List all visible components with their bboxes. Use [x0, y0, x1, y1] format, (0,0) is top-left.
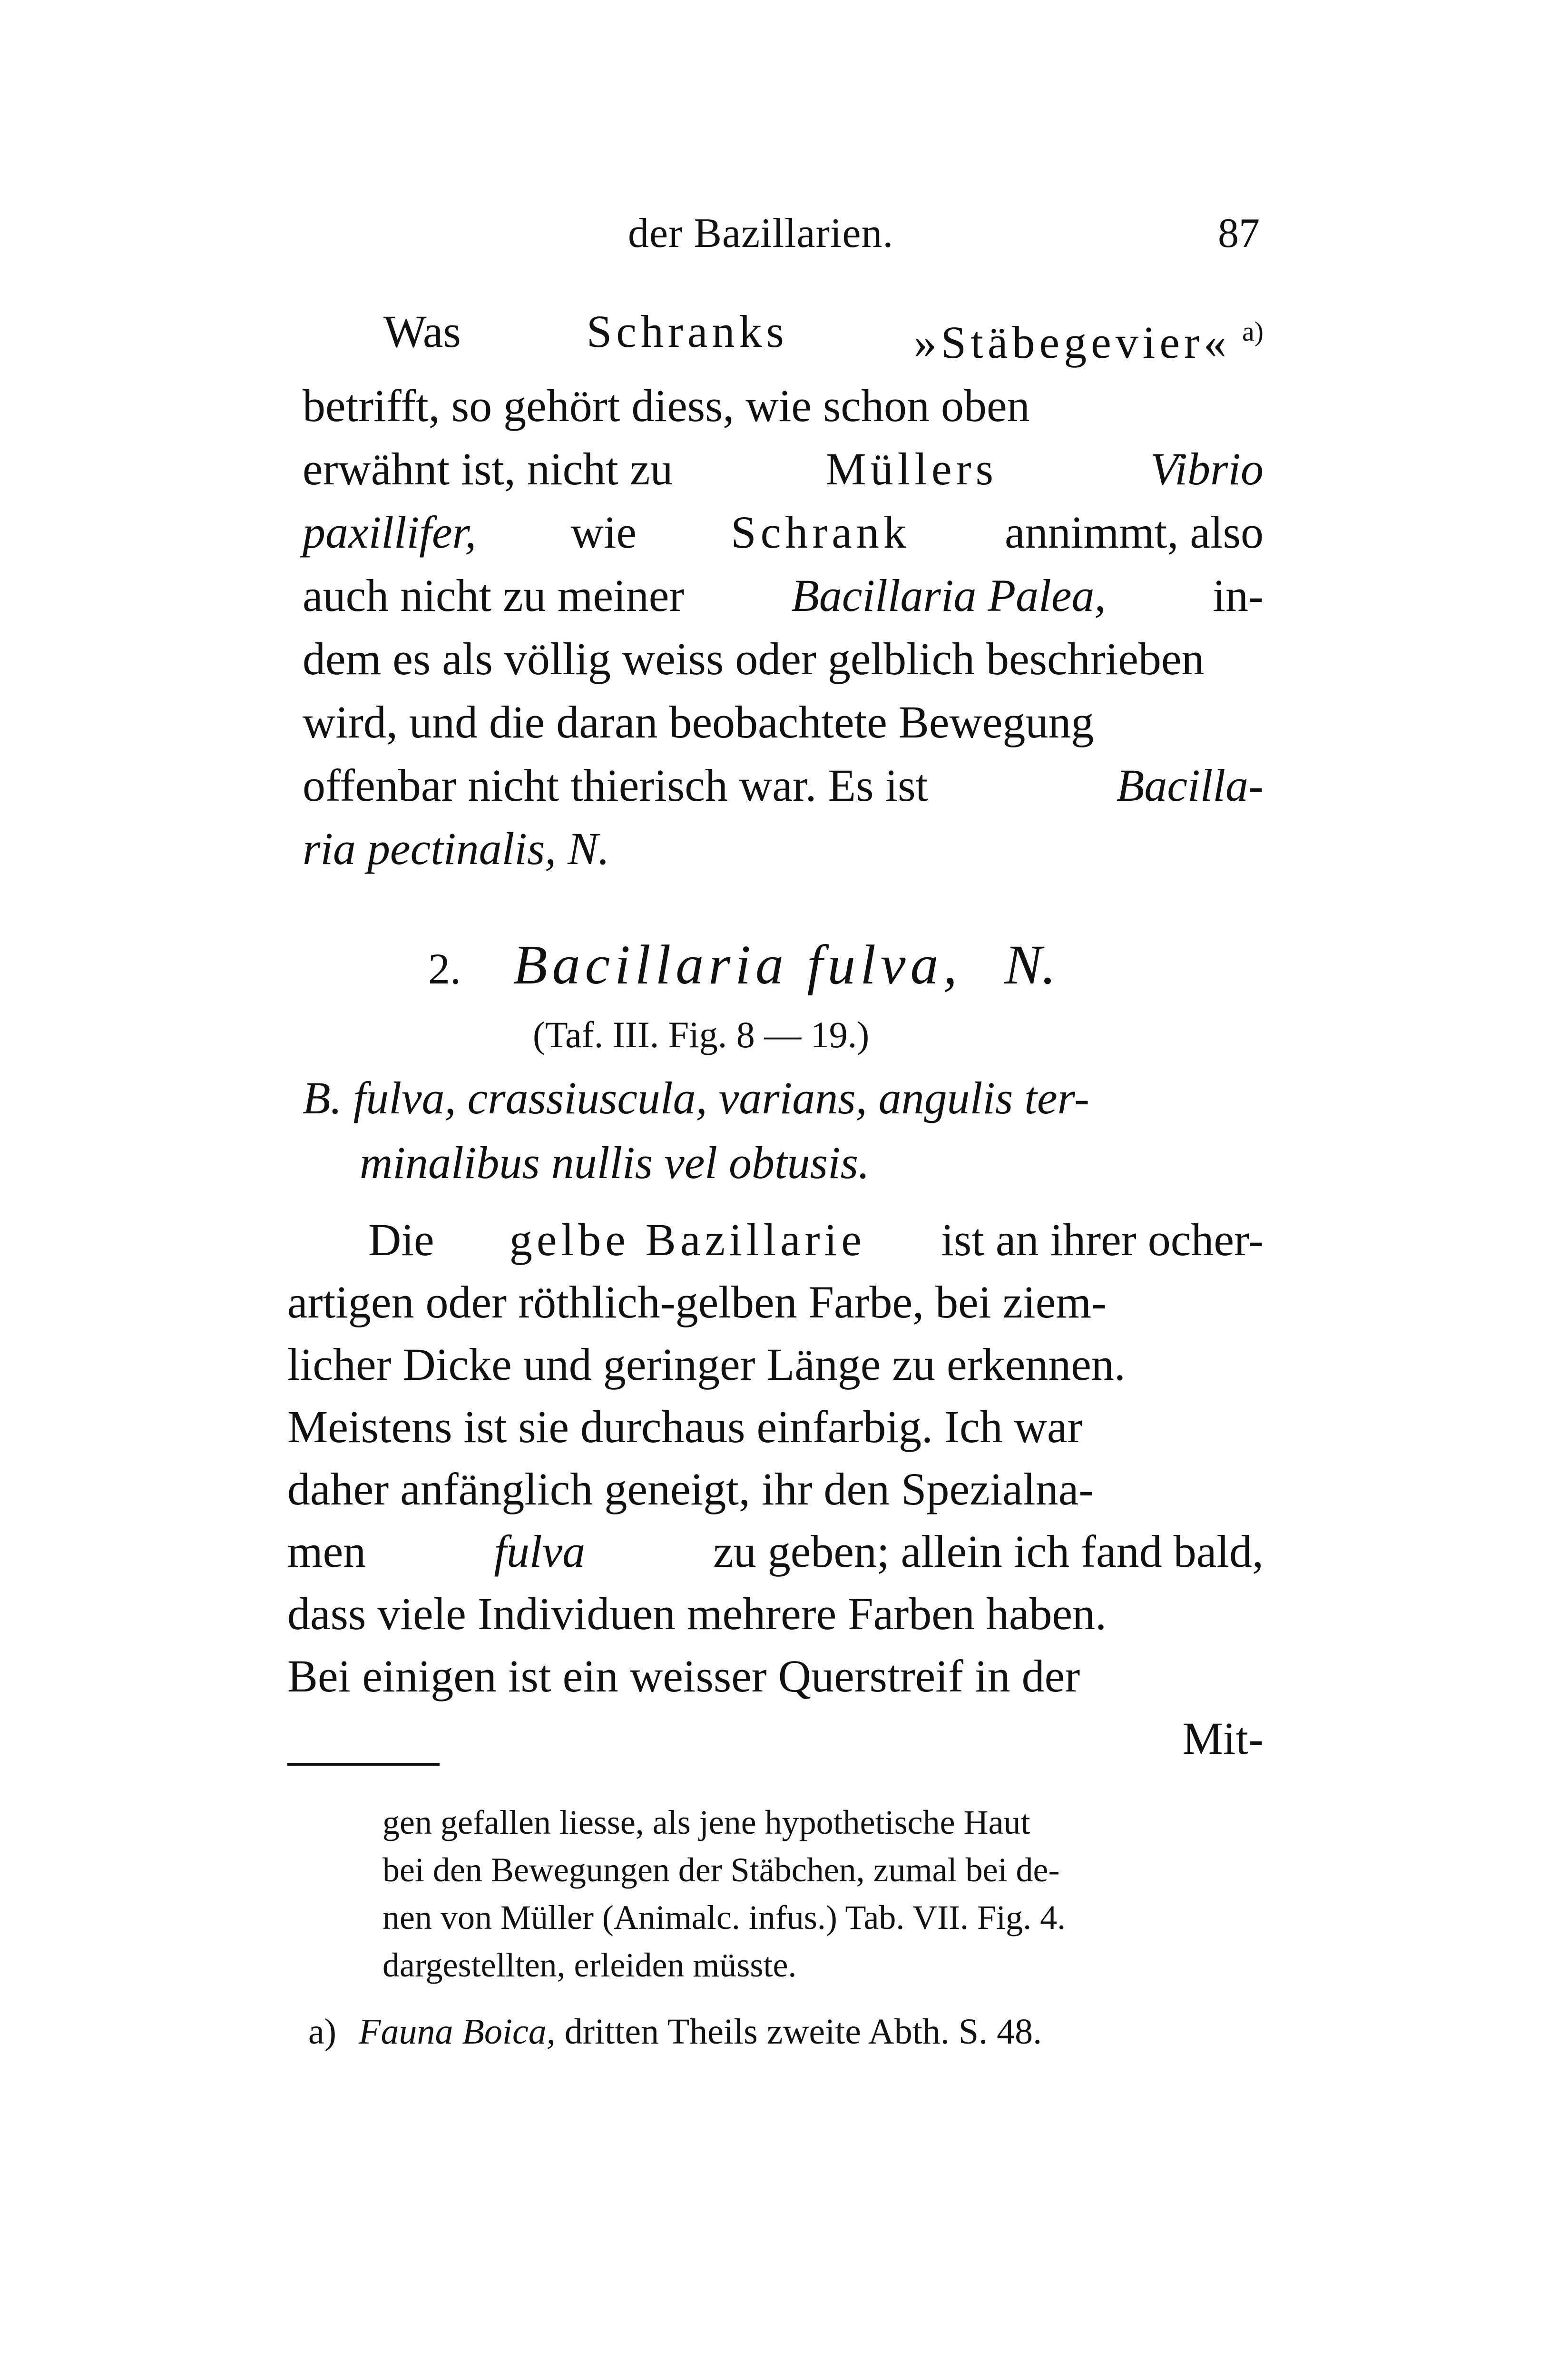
- footnote-continued: [382, 1799, 1267, 1989]
- text-segment: B. fulva, crassiuscula, varians, angulis ter-: [303, 1072, 1089, 1123]
- text-line: [287, 1645, 1264, 1707]
- cited-work-title: Fauna Boica,: [359, 2012, 556, 2052]
- text-line: [287, 1583, 1264, 1645]
- text-segment: dass viele Individuen mehrere Farben haben.: [287, 1588, 1107, 1639]
- text-segment: nen von Müller (Animalc. infus.) Tab. VII. Fig. 4.: [382, 1898, 1066, 1937]
- text-segment: wie: [570, 507, 637, 558]
- species-author: N.: [1004, 934, 1056, 996]
- running-title: der Bazillarien.: [628, 210, 894, 256]
- footnote-line: [382, 1799, 1267, 1846]
- taxon-name: paxillifer,: [303, 507, 477, 558]
- text-segment: offenbar nicht thierisch war. Es ist: [303, 760, 929, 811]
- text-segment: erwähnt ist, nicht zu: [303, 443, 673, 494]
- page-number: 87: [1218, 210, 1260, 256]
- footnote-separator: [287, 1763, 440, 1766]
- text-segment: in-: [1213, 570, 1264, 621]
- text-segment: men: [287, 1526, 366, 1577]
- citation-detail: dritten Theils zweite Abth. S. 48.: [564, 2012, 1042, 2052]
- species-common-name: gelbe Bazillarie: [509, 1214, 866, 1265]
- footnote-a: [308, 2008, 1269, 2055]
- text-line: [303, 300, 1264, 374]
- text-segment: auch nicht zu meiner: [303, 570, 685, 621]
- text-segment: wird, und die daran beobachtete Bewegung: [303, 697, 1094, 747]
- author-abbreviation: N.: [568, 823, 610, 874]
- species-number: 2.: [428, 944, 461, 993]
- text-segment: dem es als völlig weiss oder gelblich beschrieben: [303, 633, 1205, 684]
- quoted-term: [914, 300, 1264, 374]
- species-heading: [428, 933, 1189, 997]
- text-segment: bei den Bewegungen der Stäbchen, zumal bei de-: [382, 1851, 1060, 1889]
- taxon-name: fulva: [494, 1526, 586, 1577]
- paragraph-description: [287, 1209, 1264, 1770]
- paragraph-schrank: [303, 300, 1264, 880]
- text-segment: dargestellten, erleiden müsste.: [382, 1946, 797, 1984]
- taxon-name: Vibrio: [1150, 443, 1264, 494]
- text-line: [303, 501, 1264, 564]
- text-segment: Meistens ist sie durchaus einfarbig. Ich war: [287, 1401, 1083, 1452]
- footnote-marker: a): [308, 2012, 337, 2052]
- text-line: [287, 1396, 1264, 1458]
- author-name-spaced: Schranks: [586, 306, 788, 357]
- text-line: [303, 1131, 1264, 1195]
- text-segment: licher Dicke und geringer Länge zu erkennen.: [287, 1339, 1126, 1390]
- text-segment: gen gefallen liesse, als jene hypothetische Haut: [382, 1803, 1030, 1841]
- catchword: Mit-: [1182, 1713, 1264, 1764]
- text-line: [303, 690, 1264, 754]
- latin-diagnosis: [303, 1066, 1264, 1195]
- footnote-line: [382, 1941, 1267, 1989]
- text-line: [287, 1458, 1264, 1520]
- text-line: [287, 1333, 1264, 1396]
- text-line: [303, 817, 1264, 880]
- text-line: [303, 564, 1264, 627]
- species-name: Bacillaria fulva,: [513, 934, 962, 996]
- footnote-ref: a): [1242, 316, 1264, 347]
- text-line: [287, 1520, 1264, 1583]
- text-line: [303, 1066, 1264, 1131]
- text-segment: betrifft, so gehört diess, wie schon oben: [303, 380, 1030, 431]
- footnote-line: [382, 1894, 1267, 1941]
- text-segment: daher anfänglich geneigt, ihr den Spezialna-: [287, 1464, 1094, 1514]
- author-name-spaced: Müllers: [825, 443, 998, 494]
- text-segment: Bei einigen ist ein weisser Querstreif in der: [287, 1651, 1080, 1701]
- taxon-name: ria pectinalis,: [303, 823, 557, 874]
- figure-reference: (Taf. III. Fig. 8 — 19.): [533, 1014, 870, 1055]
- text-segment: Die: [368, 1214, 434, 1265]
- text-line: [287, 1209, 1264, 1271]
- footnote-line: [382, 1846, 1267, 1894]
- text-segment: annimmt, also: [1005, 507, 1264, 558]
- text-line: [303, 437, 1264, 501]
- quoted-term-text: »Stäbegevier«: [913, 317, 1231, 368]
- text-line: [303, 374, 1264, 437]
- text-segment: minalibus nullis vel obtusis.: [360, 1137, 870, 1188]
- text-segment: Was: [383, 306, 461, 357]
- text-line: [287, 1271, 1264, 1333]
- text-segment: zu geben; allein ich fand bald,: [713, 1526, 1264, 1577]
- text-segment: ist an ihrer ocher-: [941, 1214, 1264, 1265]
- text-line: [303, 754, 1264, 817]
- author-name-spaced: Schrank: [731, 507, 911, 558]
- taxon-name: Bacillaria Palea,: [791, 570, 1106, 621]
- text-line: [303, 627, 1264, 690]
- taxon-name: Bacilla-: [1116, 760, 1264, 811]
- text-segment: artigen oder röthlich-gelben Farbe, bei ziem-: [287, 1277, 1107, 1327]
